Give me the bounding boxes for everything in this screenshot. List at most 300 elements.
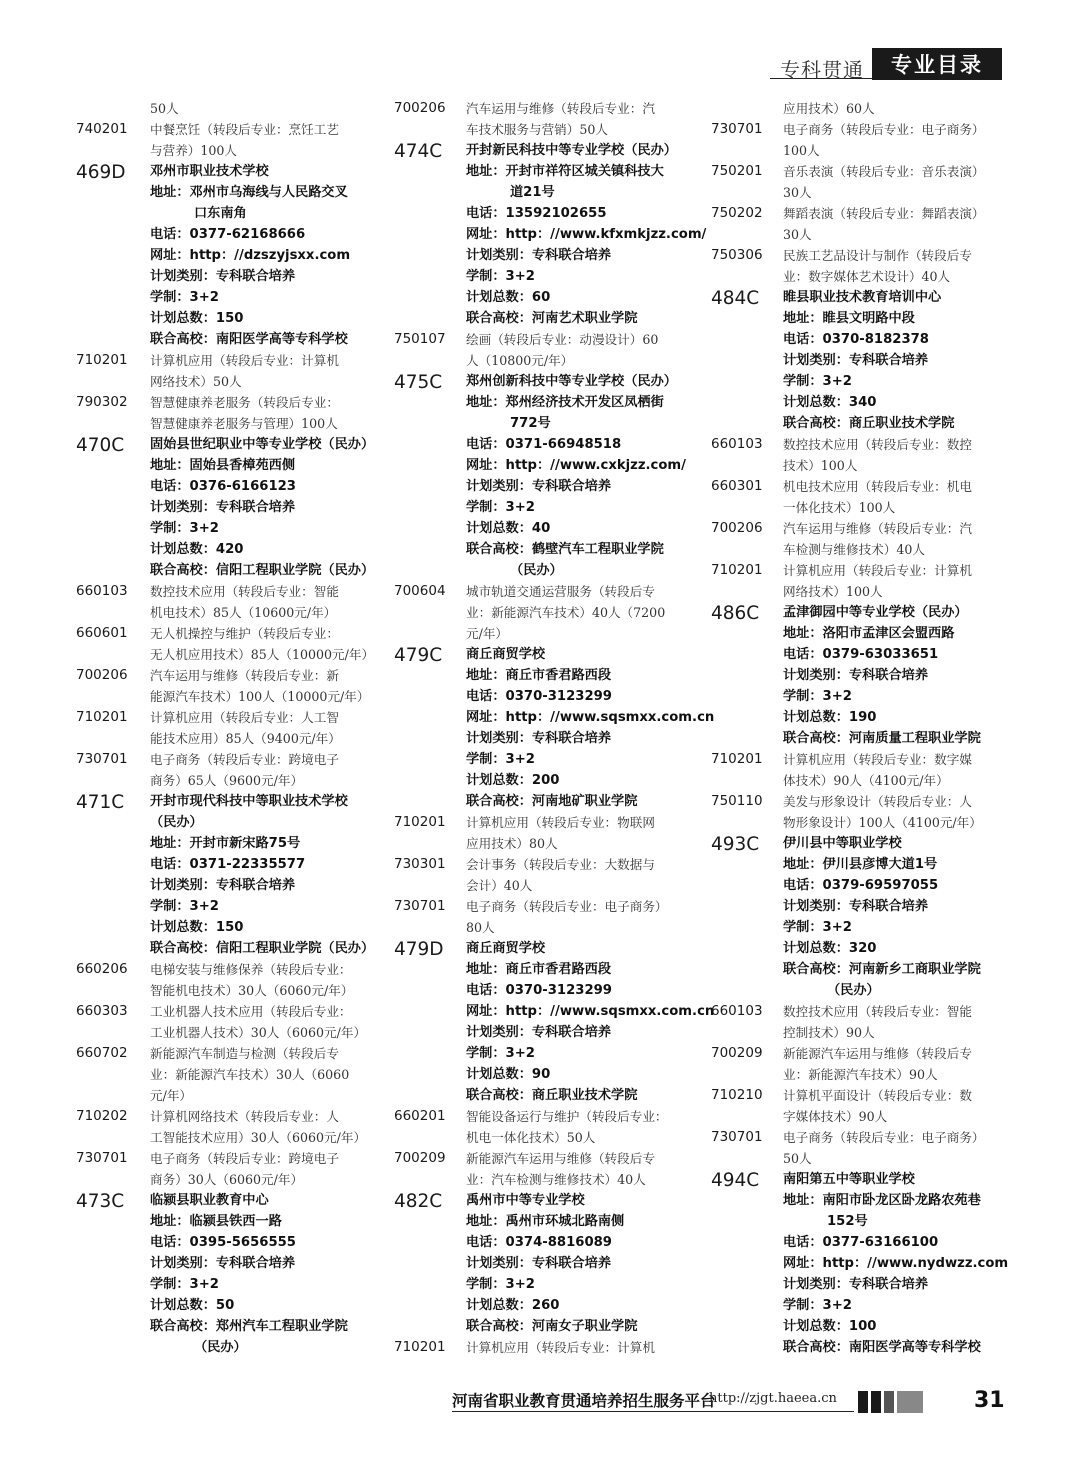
- school-info-line: 联合高校：信阳工程职业学院（民办）: [150, 941, 375, 956]
- major-entry: [76, 1043, 446, 1106]
- major-text-line: 舞蹈表演（转段后专业：舞蹈表演）: [783, 206, 985, 221]
- school-info-line: 商丘商贸学校: [466, 647, 546, 662]
- school-info-line: 郑州创新科技中等专业学校（民办）: [466, 374, 677, 389]
- school-info-line: 电话：0370-3123299: [466, 983, 612, 998]
- major-details: [783, 1085, 1007, 1127]
- school-info-line: 学制：3+2: [466, 500, 535, 515]
- major-text-line: 计算机应用（转段后专业：计算机: [150, 353, 339, 368]
- school-info-line: （民办）: [150, 815, 203, 830]
- school-info-line: 电话：0379-69597055: [783, 878, 939, 893]
- school-info-line: 网址：http：//www.sqsmxx.com.cn: [466, 710, 715, 725]
- major-code: 660301: [711, 478, 763, 494]
- school-info-line: 学制：3+2: [150, 521, 219, 536]
- school-details: [783, 833, 1007, 1001]
- footer-platform-name: 河南省职业教育贯通培养招生服务平台: [452, 1391, 716, 1410]
- school-code: 486C: [711, 603, 760, 624]
- major-text-line: 工业机器人技术）30人（6060元/年）: [150, 1025, 367, 1040]
- major-text-line: 电子商务（转段后专业：电子商务）: [783, 122, 985, 137]
- school-info-line: 计划类别：专科联合培养: [150, 878, 296, 893]
- school-info-line: 计划类别：专科联合培养: [466, 1025, 612, 1040]
- school-info-line: 计划总数：100: [783, 1319, 877, 1334]
- school-info-line: 电话：0374-8816089: [466, 1235, 612, 1250]
- major-text-line: 汽车运用与维修（转段后专业：汽: [783, 521, 972, 536]
- major-code: 790302: [76, 394, 128, 410]
- school-info-line: 联合高校：信阳工程职业学院（民办）: [150, 563, 375, 578]
- school-details: [783, 287, 1007, 434]
- school-info-line: 学制：3+2: [783, 374, 852, 389]
- major-text-line: 智能设备运行与维护（转段后专业：: [466, 1109, 668, 1124]
- school-info-line: 联合高校：南阳医学高等专科学校: [783, 1340, 981, 1355]
- major-details: [783, 161, 1007, 203]
- major-text-line: 与营养）100人: [150, 143, 238, 158]
- major-text-line: 会计事务（转段后专业：大数据与: [466, 857, 655, 872]
- major-code: 750202: [711, 205, 763, 221]
- school-info-line: 学制：3+2: [783, 1298, 852, 1313]
- school-info-line: 计划总数：340: [783, 395, 877, 410]
- major-entry: [711, 203, 1007, 245]
- major-entry: [76, 959, 446, 1001]
- school-info-line: 网址：http：//www.cxkjzz.com/: [466, 458, 686, 473]
- major-text-line: 业：新能源汽车技术）90人: [783, 1067, 938, 1082]
- school-info-line: 联合高校：河南女子职业学院: [466, 1319, 638, 1334]
- school-info-line: 商丘商贸学校: [466, 941, 546, 956]
- major-text-line: 无人机应用技术）85人（10000元/年）: [150, 647, 375, 662]
- major-text-line: 业：汽车检测与维修技术）40人: [466, 1172, 646, 1187]
- major-text-line: 绘画（转段后专业：动漫设计）60: [466, 332, 659, 347]
- school-info-line: 睢县职业技术教育培训中心: [783, 290, 942, 305]
- major-details: [783, 434, 1007, 476]
- school-entry: [711, 602, 1007, 749]
- major-entry: [394, 854, 690, 896]
- school-code: 494C: [711, 1170, 760, 1191]
- school-info-line: 学制：3+2: [466, 752, 535, 767]
- school-info-line: 计划总数：50: [150, 1298, 235, 1313]
- school-code: 479C: [394, 645, 443, 666]
- major-code: 710201: [76, 709, 128, 725]
- school-info-line: 地址：开封市祥符区城关镇科技大: [466, 164, 664, 179]
- major-code: 700206: [711, 520, 763, 536]
- major-code: 750107: [394, 331, 446, 347]
- school-code: 473C: [76, 1191, 125, 1212]
- school-info-line: 计划总数：420: [150, 542, 244, 557]
- major-text-line: 字媒体技术）90人: [783, 1109, 888, 1124]
- school-info-line: 电话：0371-22335577: [150, 857, 306, 872]
- major-entry: [394, 1106, 690, 1148]
- school-entry: [76, 791, 446, 959]
- school-details: [783, 602, 1007, 749]
- school-info-line: 网址：http：//www.sqsmxx.com.cn: [466, 1004, 715, 1019]
- major-code: 660103: [711, 1003, 763, 1019]
- school-info-line: 地址：商丘市香君路西段: [466, 668, 612, 683]
- major-text-line: 业：新能源汽车技术）40人（7200: [466, 605, 666, 620]
- major-entry: [76, 98, 446, 119]
- major-entry: [394, 1337, 690, 1358]
- school-info-line: 地址：郑州经济技术开发区凤栖街: [466, 395, 664, 410]
- school-info-line: 伊川县中等职业学校: [783, 836, 902, 851]
- page-number: 31: [974, 1388, 1005, 1413]
- major-text-line: 机电技术）85人（10600元/年）: [150, 605, 337, 620]
- section-label: 专科贯通: [780, 58, 864, 82]
- major-code: 710201: [394, 1339, 446, 1355]
- school-info-line: 计划类别：专科联合培养: [466, 731, 612, 746]
- major-code: 750110: [711, 793, 763, 809]
- major-code: 710202: [76, 1108, 128, 1124]
- school-entry: [394, 140, 707, 329]
- major-entry: [76, 119, 446, 161]
- major-text-line: 智慧健康养老服务（转段后专业：: [150, 395, 339, 410]
- school-info-line: 电话：0376-6166123: [150, 479, 296, 494]
- major-details: [466, 329, 690, 371]
- major-text-line: 网络技术）100人: [783, 584, 883, 599]
- major-code: 730701: [394, 898, 446, 914]
- major-entry: [711, 1127, 1007, 1169]
- school-code: 470C: [76, 435, 125, 456]
- major-code: 660103: [76, 583, 128, 599]
- major-text-line: 中餐烹饪（转段后专业：烹饪工艺: [150, 122, 339, 137]
- major-text-line: 计算机应用（转段后专业：物联网: [466, 815, 655, 830]
- major-text-line: 汽车运用与维修（转段后专业：新: [150, 668, 339, 683]
- major-text-line: 新能源汽车运用与维修（转段后专: [783, 1046, 972, 1061]
- major-code: 730701: [711, 121, 763, 137]
- school-entry: [394, 1190, 690, 1337]
- school-info-line: 联合高校：南阳医学高等专科学校: [150, 332, 348, 347]
- footer-url: http://zjgt.haeea.cn: [709, 1391, 837, 1406]
- school-info-line: （民办）: [827, 983, 880, 998]
- major-entry: [711, 749, 1007, 791]
- major-text-line: 机电技术应用（转段后专业：机电: [783, 479, 972, 494]
- major-code: 730301: [394, 856, 446, 872]
- school-code: 469D: [76, 162, 126, 183]
- major-details: [783, 476, 1007, 518]
- column-middle: [394, 98, 715, 1358]
- school-details: [466, 644, 715, 812]
- school-info-line: 固始县世纪职业中等专业学校（民办）: [150, 437, 375, 452]
- major-text-line: 智能机电技术）30人（6060元/年）: [150, 983, 354, 998]
- major-text-line: 100人: [783, 143, 820, 158]
- major-details: [783, 791, 1007, 833]
- major-entry: [76, 350, 446, 392]
- major-text-line: 电子商务（转段后专业：电子商务）: [466, 899, 668, 914]
- school-info-line: 计划类别：专科联合培养: [783, 668, 929, 683]
- major-text-line: 应用技术）60人: [783, 101, 875, 116]
- school-details: [466, 1190, 690, 1337]
- major-details: [783, 518, 1007, 560]
- major-text-line: 新能源汽车运用与维修（转段后专: [466, 1151, 655, 1166]
- major-details: [783, 1001, 1007, 1043]
- school-info-line: 计划总数：40: [466, 521, 551, 536]
- school-info-line: 网址：http：//www.nydwzz.com: [783, 1256, 1009, 1271]
- school-info-line: 计划总数：320: [783, 941, 877, 956]
- major-details: [783, 245, 1007, 287]
- major-code: 660303: [76, 1003, 128, 1019]
- school-code: 471C: [76, 792, 125, 813]
- school-info-line: 网址：http：//dzszyjsxx.com: [150, 248, 351, 263]
- major-details: [466, 581, 690, 644]
- school-code: 479D: [394, 939, 444, 960]
- school-info-line: 152号: [827, 1214, 868, 1229]
- school-code: 475C: [394, 372, 443, 393]
- school-info-line: 计划总数：260: [466, 1298, 560, 1313]
- school-info-line: 地址：开封市新宋路75号: [150, 836, 301, 851]
- major-code: 660702: [76, 1045, 128, 1061]
- major-text-line: 车技术服务与营销）50人: [466, 122, 608, 137]
- school-info-line: 学制：3+2: [466, 1046, 535, 1061]
- major-entry: [76, 623, 446, 665]
- column-left: [76, 98, 446, 1358]
- school-info-line: 学制：3+2: [150, 290, 219, 305]
- school-info-line: 电话：13592102655: [466, 206, 607, 221]
- school-info-line: 计划总数：150: [150, 920, 244, 935]
- major-entry: [394, 329, 690, 371]
- school-code: 493C: [711, 834, 760, 855]
- major-details: [466, 854, 690, 896]
- school-info-line: 计划类别：专科联合培养: [150, 1256, 296, 1271]
- major-text-line: 电梯安装与维修保养（转段后专业：: [150, 962, 352, 977]
- school-entry: [76, 161, 446, 350]
- major-code: 710201: [394, 814, 446, 830]
- school-info-line: 学制：3+2: [466, 269, 535, 284]
- major-text-line: 新能源汽车制造与检测（转段后专: [150, 1046, 339, 1061]
- major-code: 730701: [76, 1150, 128, 1166]
- school-info-line: 计划类别：专科联合培养: [150, 500, 296, 515]
- school-info-line: 电话：0370-8182378: [783, 332, 929, 347]
- school-info-line: 计划总数：60: [466, 290, 551, 305]
- school-info-line: 临颍县职业教育中心: [150, 1193, 269, 1208]
- major-code: 710201: [76, 352, 128, 368]
- major-code: 710201: [711, 751, 763, 767]
- major-code: 700206: [76, 667, 128, 683]
- school-info-line: 地址：禹州市环城北路南侧: [466, 1214, 625, 1229]
- school-entry: [394, 938, 715, 1106]
- major-text-line: 应用技术）80人: [466, 836, 558, 851]
- school-details: [466, 371, 690, 581]
- major-entry: [711, 518, 1007, 560]
- school-info-line: （民办）: [510, 563, 563, 578]
- footer-rule: [452, 1411, 854, 1412]
- major-text-line: 计算机平面设计（转段后专业：数: [783, 1088, 972, 1103]
- school-info-line: 计划类别：专科联合培养: [466, 1256, 612, 1271]
- school-info-line: 口东南角: [194, 206, 247, 221]
- major-text-line: 能源汽车技术）100人（10000元/年）: [150, 689, 370, 704]
- school-info-line: 网址：http：//www.kfxmkjzz.com/: [466, 227, 707, 242]
- major-code: 700209: [394, 1150, 446, 1166]
- major-text-line: 车检测与维修技术）40人: [783, 542, 925, 557]
- footer-bar-mark: [884, 1391, 894, 1413]
- major-code: 710201: [711, 562, 763, 578]
- major-text-line: 元/年）: [150, 1088, 193, 1103]
- major-entry: [394, 581, 690, 644]
- school-info-line: 学制：3+2: [466, 1277, 535, 1292]
- school-info-line: 计划总数：90: [466, 1067, 551, 1082]
- major-entry: [711, 560, 1007, 602]
- school-info-line: 电话：0370-3123299: [466, 689, 612, 704]
- school-info-line: 开封新民科技中等专业学校（民办）: [466, 143, 677, 158]
- school-info-line: 联合高校：河南艺术职业学院: [466, 311, 638, 326]
- major-text-line: 工业机器人技术应用（转段后专业：: [150, 1004, 352, 1019]
- major-details: [783, 749, 1007, 791]
- major-details: [466, 98, 690, 140]
- column-right: [711, 98, 1007, 1358]
- major-text-line: 智慧健康养老服务与管理）100人: [150, 416, 338, 431]
- school-info-line: 邓州市职业技术学校: [150, 164, 269, 179]
- school-info-line: 地址：临颍县铁西一路: [150, 1214, 282, 1229]
- school-info-line: 孟津御园中等专业学校（民办）: [783, 605, 968, 620]
- school-code: 482C: [394, 1191, 443, 1212]
- major-text-line: 50人: [783, 1151, 812, 1166]
- major-text-line: 计算机应用（转段后专业：计算机: [466, 1340, 655, 1355]
- school-info-line: 计划类别：专科联合培养: [466, 479, 612, 494]
- major-entry: [711, 119, 1007, 161]
- major-details: [783, 119, 1007, 161]
- major-text-line: 电子商务（转段后专业：电子商务）: [783, 1130, 985, 1145]
- major-details: [466, 1337, 690, 1358]
- major-code: 700209: [711, 1045, 763, 1061]
- major-entry: [76, 1106, 446, 1148]
- school-info-line: 地址：伊川县彦博大道1号: [783, 857, 938, 872]
- major-text-line: 50人: [150, 101, 179, 116]
- major-entry: [394, 1148, 690, 1190]
- major-text-line: 30人: [783, 185, 812, 200]
- school-info-line: 计划总数：200: [466, 773, 560, 788]
- major-code: 710210: [711, 1087, 763, 1103]
- school-info-line: 学制：3+2: [150, 899, 219, 914]
- school-info-line: 计划类别：专科联合培养: [150, 269, 296, 284]
- school-entry: [711, 287, 1007, 434]
- school-code: 484C: [711, 288, 760, 309]
- major-entry: [711, 245, 1007, 287]
- school-info-line: 联合高校：商丘职业技术学院: [783, 416, 955, 431]
- major-text-line: 技术）100人: [783, 458, 858, 473]
- school-details: [783, 1169, 1007, 1358]
- school-info-line: 地址：邓州市乌海线与人民路交叉: [150, 185, 348, 200]
- major-text-line: 电子商务（转段后专业：跨境电子: [150, 752, 339, 767]
- major-text-line: 汽车运用与维修（转段后专业：汽: [466, 101, 655, 116]
- major-entry: [394, 98, 690, 140]
- school-info-line: 地址：南阳市卧龙区卧龙路农苑巷: [783, 1193, 981, 1208]
- major-entry: [76, 665, 446, 707]
- major-entry: [394, 812, 690, 854]
- school-info-line: 电话：0395-5656555: [150, 1235, 296, 1250]
- school-info-line: 学制：3+2: [150, 1277, 219, 1292]
- major-code: 660201: [394, 1108, 446, 1124]
- major-text-line: 数控技术应用（转段后专业：智能: [150, 584, 339, 599]
- major-code: 750201: [711, 163, 763, 179]
- major-code: 730701: [76, 751, 128, 767]
- footer-bar-mark: [897, 1391, 923, 1413]
- school-info-line: 计划总数：150: [150, 311, 244, 326]
- major-code: 660103: [711, 436, 763, 452]
- school-info-line: 禹州市中等专业学校: [466, 1193, 585, 1208]
- school-info-line: 联合高校：河南地矿职业学院: [466, 794, 638, 809]
- major-text-line: 数控技术应用（转段后专业：智能: [783, 1004, 972, 1019]
- school-info-line: 联合高校：商丘职业技术学院: [466, 1088, 638, 1103]
- major-text-line: 人（10800元/年）: [466, 353, 574, 368]
- major-text-line: 会计）40人: [466, 878, 533, 893]
- major-text-line: 业：数字媒体艺术设计）40人: [783, 269, 951, 284]
- school-entry: [711, 1169, 1007, 1358]
- major-details: [466, 812, 690, 854]
- major-text-line: 控制技术）90人: [783, 1025, 875, 1040]
- major-details: [783, 1043, 1007, 1085]
- major-entry: [711, 1043, 1007, 1085]
- major-text-line: 计算机应用（转段后专业：数字媒: [783, 752, 972, 767]
- school-info-line: 电话：0379-63033651: [783, 647, 939, 662]
- major-code: 660206: [76, 961, 128, 977]
- school-info-line: 联合高校：郑州汽车工程职业学院: [150, 1319, 348, 1334]
- major-entry: [76, 1148, 446, 1190]
- school-info-line: （民办）: [194, 1340, 247, 1355]
- school-info-line: 计划类别：专科联合培养: [783, 1277, 929, 1292]
- school-info-line: 学制：3+2: [783, 689, 852, 704]
- major-code: 740201: [76, 121, 128, 137]
- school-details: [466, 938, 715, 1106]
- major-text-line: 商务）65人（9600元/年）: [150, 773, 304, 788]
- major-entry: [711, 161, 1007, 203]
- school-info-line: 地址：固始县香樟苑西侧: [150, 458, 296, 473]
- school-info-line: 地址：睢县文明路中段: [783, 311, 915, 326]
- major-code: 750306: [711, 247, 763, 263]
- major-entry: [394, 896, 690, 938]
- school-info-line: 电话：0377-63166100: [783, 1235, 939, 1250]
- school-info-line: 联合高校：河南新乡工商职业学院: [783, 962, 981, 977]
- major-text-line: 美发与形象设计（转段后专业：人: [783, 794, 972, 809]
- major-text-line: 体技术）90人（4100元/年）: [783, 773, 949, 788]
- school-info-line: 计划类别：专科联合培养: [783, 353, 929, 368]
- major-text-line: 音乐表演（转段后专业：音乐表演）: [783, 164, 985, 179]
- footer-bar-mark: [871, 1391, 881, 1413]
- school-info-line: 联合高校：鹤壁汽车工程职业学院: [466, 542, 664, 557]
- major-entry: [711, 434, 1007, 476]
- school-info-line: 电话：0371-66948518: [466, 437, 622, 452]
- major-text-line: 工智能技术应用）30人（6060元/年）: [150, 1130, 367, 1145]
- footer-bar-mark: [858, 1391, 868, 1413]
- major-text-line: 30人: [783, 227, 812, 242]
- school-entry: [394, 371, 690, 581]
- major-details: [466, 1106, 690, 1148]
- major-text-line: 商务）30人（6060元/年）: [150, 1172, 304, 1187]
- major-text-line: 城市轨道交通运营服务（转段后专: [466, 584, 655, 599]
- major-code: 730701: [711, 1129, 763, 1145]
- school-entry: [711, 833, 1007, 1001]
- major-details: [783, 560, 1007, 602]
- major-entry: [76, 707, 446, 749]
- school-info-line: 电话：0377-62168666: [150, 227, 306, 242]
- school-entry: [394, 644, 715, 812]
- major-text-line: 物形象设计）100人（4100元/年）: [783, 815, 982, 830]
- major-details: [466, 896, 690, 938]
- school-entry: [76, 1190, 446, 1358]
- school-info-line: 地址：洛阳市孟津区会盟西路: [783, 626, 955, 641]
- major-text-line: 计算机网络技术（转段后专业：人: [150, 1109, 339, 1124]
- school-info-line: 计划总数：190: [783, 710, 877, 725]
- major-text-line: 无人机操控与维护（转段后专业：: [150, 626, 339, 641]
- school-info-line: 地址：商丘市香君路西段: [466, 962, 612, 977]
- major-entry: [76, 581, 446, 623]
- major-text-line: 计算机应用（转段后专业：人工智: [150, 710, 339, 725]
- major-details: [466, 1148, 690, 1190]
- major-text-line: 业：新能源汽车技术）30人（6060: [150, 1067, 350, 1082]
- major-text-line: 一体化技术）100人: [783, 500, 896, 515]
- major-entry: [76, 1001, 446, 1043]
- school-info-line: 772号: [510, 416, 551, 431]
- major-entry: [711, 1001, 1007, 1043]
- school-details: [466, 140, 707, 329]
- major-entry: [711, 476, 1007, 518]
- major-details: [783, 98, 1007, 119]
- major-entry: [76, 749, 446, 791]
- major-text-line: 计算机应用（转段后专业：计算机: [783, 563, 972, 578]
- major-details: [783, 1127, 1007, 1169]
